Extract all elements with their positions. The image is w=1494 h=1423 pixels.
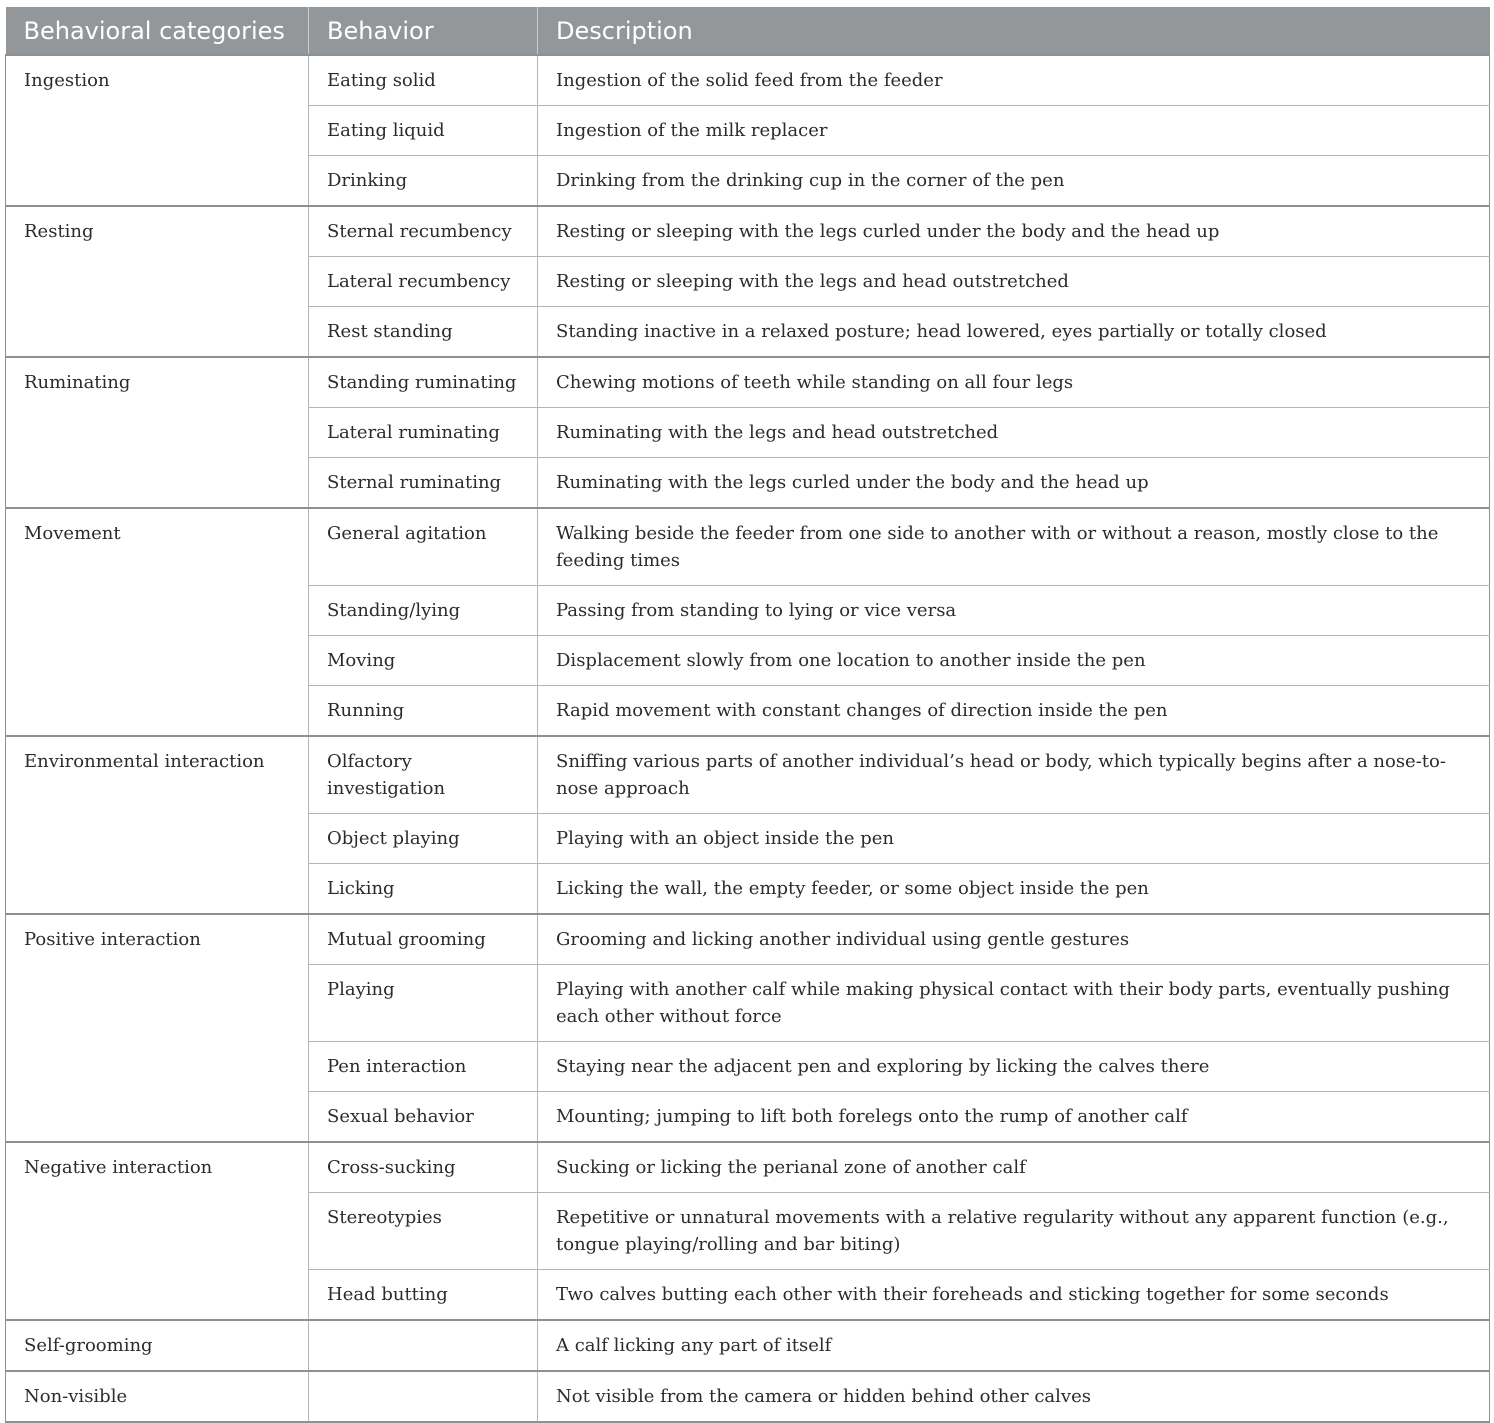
category-cell: Ruminating (6, 357, 309, 508)
category-cell: Non-visible (6, 1371, 309, 1422)
behavior-cell (309, 1371, 538, 1422)
description-cell: Repetitive or unnatural movements with a relative regularity without any apparent function (e.g., tongue playing/rolling and bar biting) (538, 1193, 1490, 1270)
behavior-cell: Lateral recumbency (309, 257, 538, 307)
description-cell: Ingestion of the solid feed from the feeder (538, 55, 1490, 106)
table-row (6, 357, 1490, 408)
description-cell: Drinking from the drinking cup in the corner of the pen (538, 156, 1490, 207)
behavior-cell (309, 1320, 538, 1371)
description-cell: Sucking or licking the perianal zone of another calf (538, 1142, 1490, 1193)
table-row (6, 914, 1490, 965)
description-cell: Ruminating with the legs and head outstretched (538, 408, 1490, 458)
behavior-cell: Standing ruminating (309, 357, 538, 408)
category-cell: Movement (6, 508, 309, 736)
header-description: Description (538, 7, 1490, 55)
behavior-cell: Olfactory investigation (309, 736, 538, 814)
description-cell: Resting or sleeping with the legs and head outstretched (538, 257, 1490, 307)
table-row (6, 55, 1490, 106)
behavior-cell: Drinking (309, 156, 538, 207)
behavior-table (5, 7, 1490, 1423)
description-cell: Passing from standing to lying or vice versa (538, 586, 1490, 636)
description-cell: Playing with another calf while making physical contact with their body parts, eventually pushing each other without force (538, 965, 1490, 1042)
behavior-cell: Stereotypies (309, 1193, 538, 1270)
behavior-cell: Eating solid (309, 55, 538, 106)
description-cell: Walking beside the feeder from one side to another with or without a reason, mostly close to the feeding times (538, 508, 1490, 586)
description-cell: Not visible from the camera or hidden behind other calves (538, 1371, 1490, 1422)
description-cell: Licking the wall, the empty feeder, or some object inside the pen (538, 864, 1490, 915)
behavior-cell: Cross-sucking (309, 1142, 538, 1193)
table-row (6, 1142, 1490, 1193)
description-cell: A calf licking any part of itself (538, 1320, 1490, 1371)
description-cell: Grooming and licking another individual using gentle gestures (538, 914, 1490, 965)
category-cell: Resting (6, 206, 309, 357)
behavior-cell: General agitation (309, 508, 538, 586)
category-cell: Negative interaction (6, 1142, 309, 1320)
category-cell: Environmental interaction (6, 736, 309, 914)
category-cell: Self-grooming (6, 1320, 309, 1371)
behavior-cell: Pen interaction (309, 1042, 538, 1092)
description-cell: Playing with an object inside the pen (538, 814, 1490, 864)
header-behavior: Behavior (309, 7, 538, 55)
category-cell: Positive interaction (6, 914, 309, 1142)
table-row (6, 736, 1490, 814)
behavior-cell: Licking (309, 864, 538, 915)
description-cell: Rapid movement with constant changes of direction inside the pen (538, 686, 1490, 737)
behavior-cell: Object playing (309, 814, 538, 864)
table-row (6, 508, 1490, 586)
behavior-cell: Head butting (309, 1270, 538, 1321)
behavior-cell: Eating liquid (309, 106, 538, 156)
header-behavioral-categories: Behavioral categories (6, 7, 309, 55)
description-cell: Chewing motions of teeth while standing on all four legs (538, 357, 1490, 408)
table-row (6, 1320, 1490, 1371)
description-cell: Two calves butting each other with their foreheads and sticking together for some seconds (538, 1270, 1490, 1321)
description-cell: Mounting; jumping to lift both forelegs onto the rump of another calf (538, 1092, 1490, 1143)
header-row (6, 7, 1490, 55)
category-cell: Ingestion (6, 55, 309, 206)
behavior-cell: Mutual grooming (309, 914, 538, 965)
description-cell: Staying near the adjacent pen and exploring by licking the calves there (538, 1042, 1490, 1092)
description-cell: Standing inactive in a relaxed posture; head lowered, eyes partially or totally closed (538, 307, 1490, 358)
description-cell: Sniffing various parts of another individual’s head or body, which typically begins after a nose-to-nose approach (538, 736, 1490, 814)
behavior-cell: Running (309, 686, 538, 737)
behavior-cell: Standing/lying (309, 586, 538, 636)
behavior-cell: Sternal ruminating (309, 458, 538, 509)
behavior-cell: Rest standing (309, 307, 538, 358)
table-row (6, 1371, 1490, 1422)
behavior-cell: Sexual behavior (309, 1092, 538, 1143)
description-cell: Displacement slowly from one location to another inside the pen (538, 636, 1490, 686)
description-cell: Resting or sleeping with the legs curled under the body and the head up (538, 206, 1490, 257)
table-header (6, 7, 1490, 55)
table-body (6, 55, 1490, 1422)
description-cell: Ruminating with the legs curled under the body and the head up (538, 458, 1490, 509)
behavior-cell: Sternal recumbency (309, 206, 538, 257)
behavior-cell: Moving (309, 636, 538, 686)
behavior-cell: Playing (309, 965, 538, 1042)
table-row (6, 206, 1490, 257)
description-cell: Ingestion of the milk replacer (538, 106, 1490, 156)
behavior-cell: Lateral ruminating (309, 408, 538, 458)
